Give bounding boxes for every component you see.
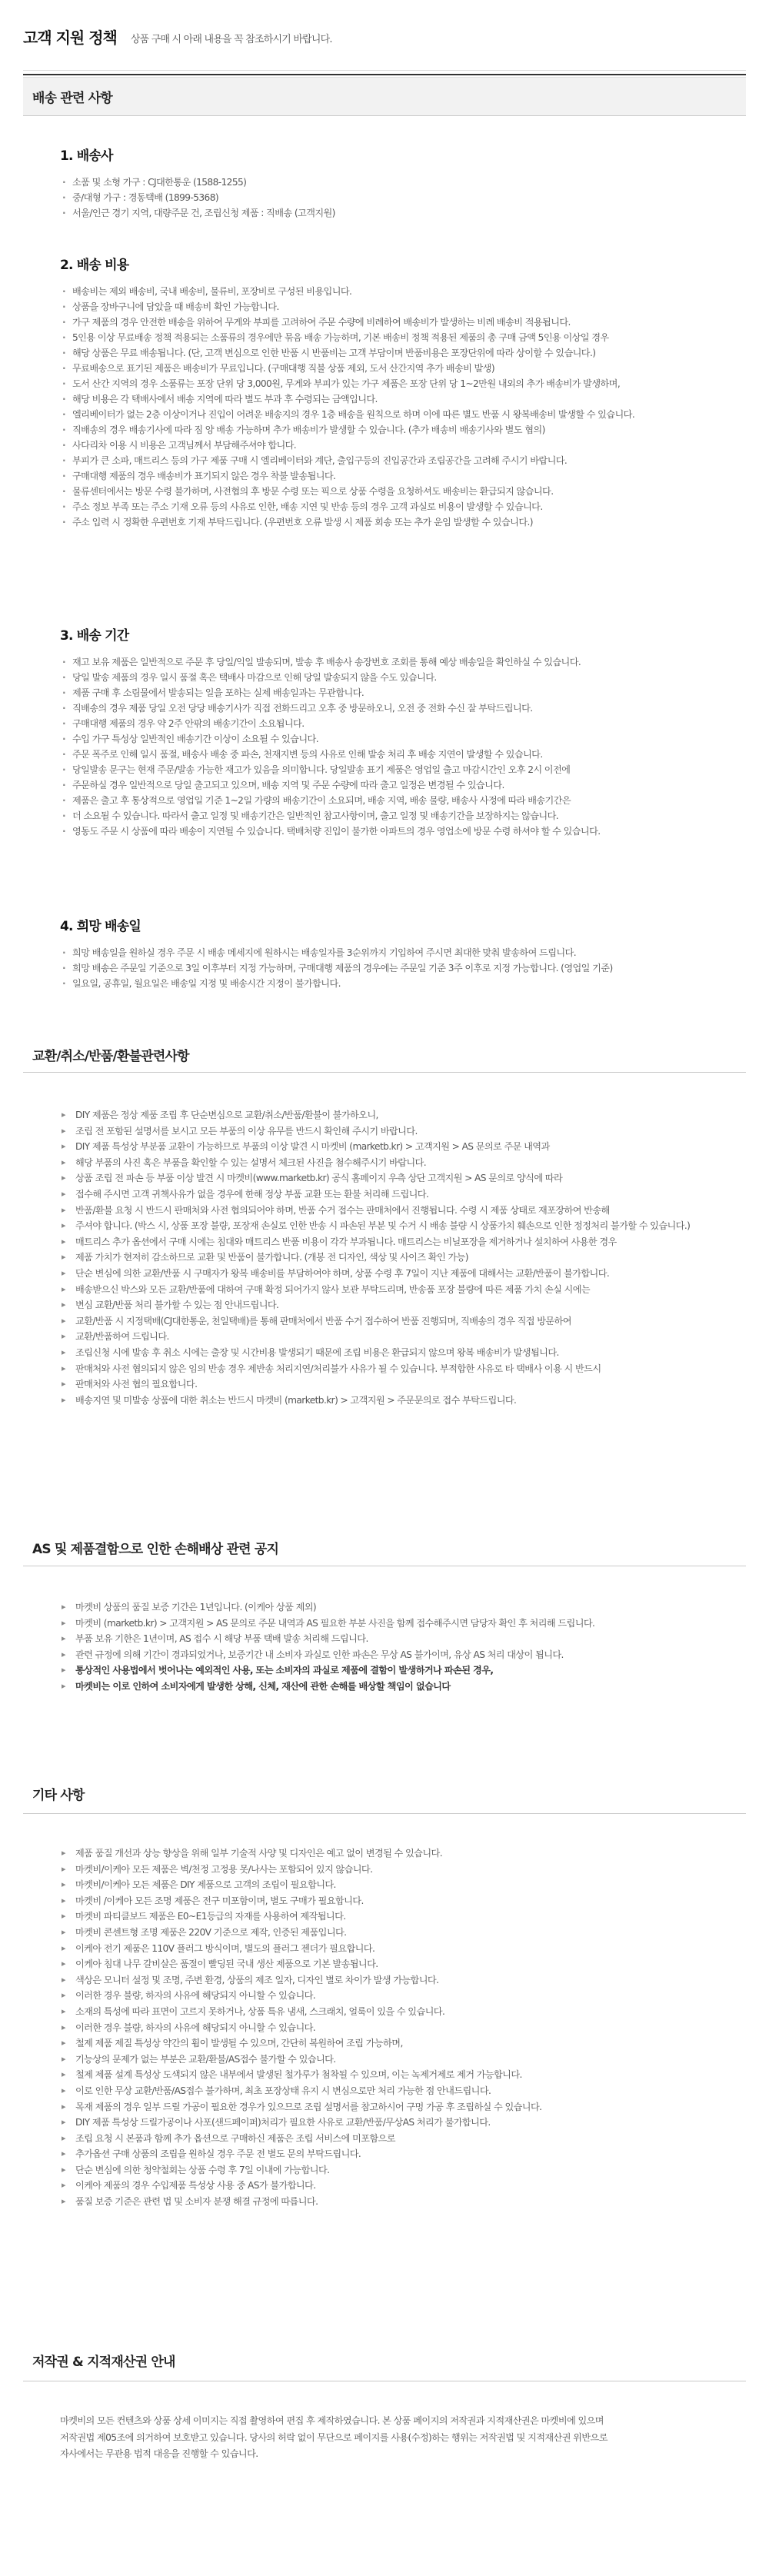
period-block (60, 624, 601, 839)
list-item: ▸ 이러한 경우 불량, 하자의 사유에 해당되지 아니할 수 있습니다. (60, 1988, 715, 2004)
list-item: ▸ 반품/환불 요청 시 반드시 판매처와 사전 협의되어야 하며, 반품 수거 접수는 판매처에서 진행됩니다. 수령 시 제품 상태로 재포장하여 반송해 (60, 1203, 715, 1219)
exchange-section (23, 1037, 746, 1073)
list-item: · 해당 상품은 무료 배송됩니다. (단, 고객 변심으로 인한 반품 시 반품비는 고객 부담이며 반품비용은 포장단위에 따라 상이할 수 있습니다.) (60, 345, 634, 361)
list-item: ▸ 소재의 특성에 따라 표면이 고르지 못하거나, 상품 특유 냄새, 스크래치, 얼룩이 있을 수 있습니다. (60, 2004, 715, 2020)
list-item: ▸ 접수해 주시면 고객 귀책사유가 없을 경우에 한해 정상 부품 교환 또는 환불 처리해 드립니다. (60, 1186, 715, 1203)
list-item: · 당일 발송 제품의 경우 일시 품절 혹은 택배사 마감으로 인해 당일 발송되지 않을 수도 있습니다. (60, 670, 601, 685)
list-item: · 재고 보유 제품은 일반적으로 주문 후 당일/익일 발송되며, 발송 후 배송사 송장번호 조회를 통해 예상 배송일을 확인하실 수 있습니다. (60, 654, 601, 670)
page-subtitle: 상품 구매 시 아래 내용을 꼭 참조하시기 바랍니다. (130, 33, 332, 45)
list-item: · 서울/인근 경기 지역, 대량주문 건, 조립신청 제품 : 직배송 (고객지원) (60, 205, 335, 221)
list-item: · 주소 입력 시 정확한 우편번호 기재 부탁드립니다. (우편번호 오류 발생 시 제품 회송 또는 추가 운임 발생할 수 있습니다.) (60, 514, 634, 530)
list-item: ▸ 마켓비 파티클보드 제품은 E0~E1등급의 자재를 사용하여 제작됩니다. (60, 1909, 715, 1925)
list-item: ▸ 마켓비/이케아 모든 제품은 DIY 제품으로 고객의 조립이 필요합니다. (60, 1877, 715, 1893)
section-divider (23, 1813, 746, 1814)
list-item: ▸ 부품 보유 기한은 1년이며, AS 접수 시 해당 부품 택배 발송 처리해 드립니다. (60, 1631, 715, 1647)
subheading-cost: 2. 배송 비용 (60, 258, 129, 273)
section-heading-exchange: 교환/취소/반품/환불관련사항 (32, 1048, 189, 1064)
as-list (60, 1599, 715, 1695)
list-item: · 구매대행 제품의 경우 약 2주 안팎의 배송기간이 소요됩니다. (60, 716, 601, 731)
list-item: · 희망 배송은 주문일 기준으로 3일 이후부터 지정 가능하며, 구매대행 제품의 경우에는 주문일 기준 3주 이후로 지정 가능합니다. (영업일 기준) (60, 960, 613, 976)
list-item: ▸ 마켓비 상품의 품질 보증 기간은 1년입니다. (이케아 상품 제외) (60, 1599, 715, 1616)
copyright-line: 자사에서는 무관용 법적 대응을 진행할 수 있습니다. (60, 2448, 258, 2459)
carrier-block (60, 145, 335, 221)
delivery-section (23, 77, 746, 116)
list-item: ▸ 통상적인 사용법에서 벗어나는 예외적인 사용, 또는 소비자의 과실로 제품에 결함이 발생하거나 파손된 경우, (60, 1662, 715, 1679)
section-heading-delivery: 배송 관련 사항 (23, 77, 746, 115)
etc-list (60, 1845, 715, 2210)
list-item: ▸ 마켓비 콘센트형 조명 제품은 220V 기준으로 제작, 인증된 제품입니다. (60, 1925, 715, 1941)
list-item: ▸ 목재 제품의 경우 일부 드릴 가공이 필요한 경우가 있으므로 조립 설명서를 참고하시어 구멍 가공 후 조립하실 수 있습니다. (60, 2099, 715, 2115)
cost-block (60, 254, 634, 530)
section-heading-etc: 기타 사항 (32, 1787, 85, 1803)
list-item: · 수입 가구 특성상 일반적인 배송기간 이상이 소요될 수 있습니다. (60, 731, 601, 747)
list-item: · 당일발송 문구는 현재 주문/발송 가능한 재고가 있음을 의미합니다. 당일발송 표기 제품은 영업일 출고 마감시간인 오후 2시 이전에 (60, 762, 601, 777)
list-item: · 엘리베이터가 없는 2층 이상이거나 진입이 어려운 배송지의 경우 1층 배송을 원칙으로 하며 이에 따른 별도 반품 시 왕복배송비 발생할 수 있습니다. (60, 407, 634, 422)
list-item: ▸ 배송지연 및 미발송 상품에 대한 취소는 반드시 마켓비 (marketb.kr) > 고객지원 > 주문문의로 접수 부탁드립니다. (60, 1393, 715, 1409)
section-divider (23, 115, 746, 116)
list-item: · 직배송의 경우 제품 당일 오전 당당 배송기사가 직접 전화드리고 오후 중 방문하오니, 오전 중 전화 수신 잘 부탁드립니다. (60, 701, 601, 716)
list-item: ▸ 변심 교환/반품 처리 불가할 수 있는 점 안내드립니다. (60, 1297, 715, 1313)
list-item: ▸ 이케아 제품의 경우 수입제품 특성상 사용 중 AS가 불가합니다. (60, 2178, 715, 2194)
page-header (0, 0, 769, 75)
list-item: · 영동도 주문 시 상품에 따라 배송이 지연될 수 있습니다. 택배처량 진입이 불가한 아파트의 경우 영업소에 방문 수령 하셔야 할 수 있습니다. (60, 824, 601, 839)
copyright-section (23, 2339, 746, 2381)
list-item: ▸ DIY 제품은 정상 제품 조립 후 단순변심으로 교환/취소/반품/환불이 불가하오니, (60, 1107, 715, 1123)
list-item: ▸ 마켓비/이케아 모든 제품은 벽/천정 고정용 못/나사는 포함되어 있지 않습니다. (60, 1862, 715, 1878)
list-item: ▸ 조립신청 시에 발송 후 취소 시에는 출장 및 시간비용 발생되기 때문에 조립 비용은 환급되지 않으며 왕복 배송비가 발생됩니다. (60, 1345, 715, 1361)
list-item: · 해당 비용은 각 택배사에서 배송 지역에 따라 별도 부과 후 수령되는 금액입니다. (60, 391, 634, 407)
page-title: 고객 지원 정책 (23, 28, 117, 47)
list-item: · 소품 및 소형 가구 : CJ대한통운 (1588-1255) (60, 175, 335, 190)
list-item: ▸ 이로 인한 무상 교환/반품/AS접수 불가하며, 최초 포장상태 유지 시 변심으로만 처리 가능한 점 안내드립니다. (60, 2083, 715, 2099)
list-item: ▸ 마켓비 (marketb.kr) > 고객지원 > AS 문의로 주문 내역과 AS 필요한 부분 사진을 함께 접수해주시면 담당자 확인 후 처리해 드립니다. (60, 1616, 715, 1632)
copyright-text (60, 2413, 700, 2463)
header-divider-light (23, 70, 746, 71)
exchange-list (60, 1107, 715, 1408)
list-item: ▸ 교환/반품하여 드립니다. (60, 1329, 715, 1345)
list-item: ▸ 매트리스 추가 옵션에서 구매 시에는 침대와 매트리스 반품 비용이 각각 부과됩니다. 매트리스는 비닐포장을 제거하거나 설치하여 사용한 경우 (60, 1234, 715, 1250)
list-item: · 제품 구매 후 소림물에서 발송되는 일을 포하는 실제 배송일과는 무관합니다. (60, 685, 601, 701)
subheading-carrier: 1. 배송사 (60, 148, 113, 164)
list-item: ▸ 판매처와 사전 협의 필요합니다. (60, 1376, 715, 1393)
list-item: ▸ 교환/반품 시 지정택배(CJ대한통운, 천일택배)를 통해 판매처에서 반품 수거 접수하여 반품 진행되며, 직배송의 경우 직접 방문하여 (60, 1313, 715, 1330)
list-item: · 사다리차 이용 시 비용은 고객님께서 부담해주셔야 합니다. (60, 438, 634, 453)
list-item: ▸ 품질 보증 기준은 관련 법 및 소비자 분쟁 해결 규정에 따릅니다. (60, 2194, 715, 2210)
hope-list (60, 945, 613, 991)
list-item: ▸ 해당 부품의 사진 혹은 부품을 확인할 수 있는 설명서 체크된 사진을 첨수해주시기 바랍니다. (60, 1155, 715, 1171)
list-item: · 직배송의 경우 배송기사에 따라 짐 양 배송 가능하며 추가 배송비가 발생할 수 있습니다. (추가 배송비 배송기사와 별도 협의) (60, 422, 634, 438)
list-item: ▸ 판매처와 사전 협의되지 않은 임의 반송 경우 제반송 처리지연/처리불가 사유가 될 수 있습니다. 부적합한 사유로 타 택배사 이용 시 반드시 (60, 1361, 715, 1377)
list-item: ▸ 제품 품질 개선과 상능 향상을 위해 일부 기술적 사양 및 디자인은 예고 없이 변경될 수 있습니다. (60, 1845, 715, 1862)
hope-block (60, 915, 613, 991)
list-item: ▸ 철제 제품 제질 특성상 약간의 휨이 발생될 수 있으며, 간단히 복원하여 조립 가능하며, (60, 2035, 715, 2052)
list-item: · 배송비는 제외 배송비, 국내 배송비, 물류비, 포장비로 구성된 비용입니다. (60, 284, 634, 299)
list-item: · 중/대형 가구 : 경동택배 (1899-5368) (60, 190, 335, 205)
list-item: ▸ 이케아 침대 나무 갈비살은 품절이 빨딩된 국내 생산 제품으로 기본 발송됩니다. (60, 1956, 715, 1972)
copyright-line: 마켓비의 모든 컨텐츠와 상품 상세 이미지는 직접 촬영하여 편집 후 제작하였습니다. 본 상품 페이지의 저작권과 지적재산권은 마켓비에 있으며 (60, 2415, 604, 2426)
list-item: · 상품을 장바구니에 담았을 때 배송비 확인 가능합니다. (60, 299, 634, 315)
list-item: ▸ 제품 가치가 현저히 감소하므로 교환 및 반품이 불가합니다. (개봉 전 디자인, 색상 및 사이즈 확인 가능) (60, 1250, 715, 1266)
list-item: · 주문 폭주로 인해 일시 품절, 배송사 배송 중 파손, 천재지변 등의 사유로 인해 발송 처리 후 배송 지연이 발생할 수 있습니다. (60, 747, 601, 762)
list-item: · 부피가 큰 소파, 매트리스 등의 가구 제품 구매 시 엘리베이터와 계단, 출입구등의 진입공간과 조립공간을 고려해 주시기 바랍니다. (60, 453, 634, 468)
list-item: · 더 소요될 수 있습니다. 따라서 출고 일정 및 배송기간은 일반적인 참고사항이며, 출고 일정 및 배송기간을 보장하지는 않습니다. (60, 808, 601, 824)
list-item: ▸ 조립 요청 시 본품과 함께 추가 옵션으로 구매하신 제품은 조립 서비스에 미포함으로 (60, 2131, 715, 2147)
carrier-list (60, 175, 335, 221)
list-item: ▸ 단순 변심에 의한 청약철회는 상품 수령 후 7일 이내에 가능합니다. (60, 2162, 715, 2178)
cost-list (60, 284, 634, 530)
section-divider (23, 1072, 746, 1073)
subheading-hope: 4. 희망 배송일 (60, 919, 141, 934)
etc-section (23, 1773, 746, 1814)
list-item: · 무료배송으로 표기된 제품은 배송비가 무료입니다. (구매대행 직불 상품 제외, 도서 산간지역 추가 배송비 발생) (60, 361, 634, 376)
list-item: · 주소 정보 부족 또는 주소 기재 오류 등의 사유로 인한, 배송 지연 및 반송 등의 경우 고객 과실로 비용이 발생할 수 있습니다. (60, 499, 634, 514)
list-item: · 가구 제품의 경우 안전한 배송을 위하여 무게와 부피를 고려하여 주문 수량에 비례하여 배송비가 발생하는 비례 배송비 적용됩니다. (60, 315, 634, 330)
list-item: ▸ 기능상의 문제가 없는 부분은 교환/환불/AS접수 불가할 수 있습니다. (60, 2052, 715, 2068)
list-item: ▸ 관련 규정에 의해 기간이 경과되었거나, 보증기간 내 소비자 과실로 인한 파손은 무상 AS 불가이며, 유상 AS 처리 대상이 됩니다. (60, 1647, 715, 1663)
list-item: · 구매대행 제품의 경우 배송비가 표기되지 않은 경우 착불 발송됩니다. (60, 468, 634, 484)
list-item: ▸ 마켓비 /이케아 모든 조명 제품은 전구 미포함이며, 별도 구매가 필요합니다. (60, 1893, 715, 1909)
as-section (23, 1529, 746, 1566)
subheading-period: 3. 배송 기간 (60, 628, 129, 644)
list-item: ▸ 주셔야 합니다. (박스 시, 상품 포장 불량, 포장재 손실로 인한 반송 시 파손된 부분 및 수거 시 배송 불량 시 상품가치 훼손으로 인한 정정처리 불가할 수 있습니다.) (60, 1218, 715, 1234)
section-heading-as: AS 및 제품결함으로 인한 손해배상 관련 공지 (32, 1541, 279, 1557)
list-item: ▸ 이케아 전기 제품은 110V 플러그 방식이며, 별도의 플러그 젠더가 필요합니다. (60, 1941, 715, 1957)
list-item: ▸ 단순 변심에 의한 교환/반품 시 구매자가 왕복 배송비를 부담하여야 하며, 상품 수령 후 7일이 지난 제품에 대해서는 교환/반품이 불가합니다. (60, 1266, 715, 1282)
list-item: ▸ 상품 조립 전 파손 등 부품 이상 발견 시 마켓비(www.marketb.kr) 공식 홈페이지 우측 상단 고객지원 > AS 문의로 양식에 따라 (60, 1170, 715, 1186)
list-item: · 희망 배송일을 원하실 경우 주문 시 배송 메세지에 원하시는 배송일자를 3순위까지 기입하여 주시면 최대한 맞춰 발송하여 드립니다. (60, 945, 613, 960)
list-item: · 도서 산간 지역의 경우 소품류는 포장 단위 당 3,000원, 무게와 부피가 있는 가구 제품은 포장 단위 당 1~2만원 내외의 추가 배송비가 발생하며, (60, 376, 634, 391)
list-item: · 5인용 이상 무료배송 정책 적용되는 소품류의 경우에만 묶음 배송 가능하며, 기본 배송비 정책 적용된 제품의 총 구매 금액 5인용 이상일 경우 (60, 330, 634, 345)
list-item: ▸ 색상은 모니터 설정 및 조명, 주변 환경, 상품의 제조 일자, 디자인 별로 차이가 발생 가능합니다. (60, 1972, 715, 1989)
list-item: ▸ DIY 제품 특성상 드릴가공이나 사포(샌드페이퍼)처리가 필요한 사유로 교환/반품/무상AS 처리가 불가합니다. (60, 2115, 715, 2131)
list-item: ▸ 철제 제품 설계 특성상 도색되지 않은 내부에서 발생된 철가루가 첨착될 수 있으며, 이는 녹제거제로 제거 가능합니다. (60, 2067, 715, 2083)
list-item: ▸ 추가옵션 구매 상품의 조립을 원하실 경우 주문 전 별도 문의 부탁드립니다. (60, 2146, 715, 2162)
list-item: ▸ DIY 제품 특성상 부분품 교환이 가능하므로 부품의 이상 발견 시 마켓비 (marketb.kr) > 고객지원 > AS 문의로 주문 내역과 (60, 1139, 715, 1155)
list-item: ▸ 이러한 경우 불량, 하자의 사유에 해당되지 아니할 수 있습니다. (60, 2020, 715, 2036)
list-item: · 주문하실 경우 일반적으로 당일 출고되고 있으며, 배송 지역 및 주문 수량에 따라 출고 일정은 변경될 수 있습니다. (60, 777, 601, 793)
list-item: · 제품은 출고 후 통상적으로 영업일 기준 1~2일 가량의 배송기간이 소요되며, 배송 지역, 배송 물량, 배송사 사정에 따라 배송기간은 (60, 793, 601, 808)
period-list (60, 654, 601, 839)
list-item: · 물류센터에서는 방문 수령 불가하며, 사전협의 후 방문 수령 또는 픽으로 상품 수령을 요청하셔도 배송비는 환급되지 않습니다. (60, 484, 634, 499)
copyright-line: 저작권법 제05조에 의거하여 보호받고 있습니다. 당사의 허락 없이 무단으로 페이지를 사용(수정)하는 행위는 저작권법 및 지적재산권 위반으로 (60, 2431, 608, 2443)
list-item: ▸ 조립 전 포함된 설명서를 보시고 모든 부품의 이상 유무를 반드시 확인해 주시기 바랍니다. (60, 1123, 715, 1140)
list-item: ▸ 마켓비는 이로 인하여 소비자에게 발생한 상해, 신체, 재산에 관한 손해를 배상할 책임이 없습니다 (60, 1679, 715, 1695)
section-heading-copyright: 저작권 & 지적재산권 안내 (32, 2354, 175, 2370)
list-item: ▸ 배송받으신 박스와 모든 교환/반품에 대하여 구매 확정 되어가지 않사 보관 부탁드리며, 반송품 포장 불량에 따른 제품 가치 손실 시에는 (60, 1282, 715, 1298)
header-divider (23, 74, 746, 75)
list-item: · 일요일, 공휴일, 월요일은 배송일 지정 및 배송시간 지정이 불가합니다. (60, 976, 613, 991)
